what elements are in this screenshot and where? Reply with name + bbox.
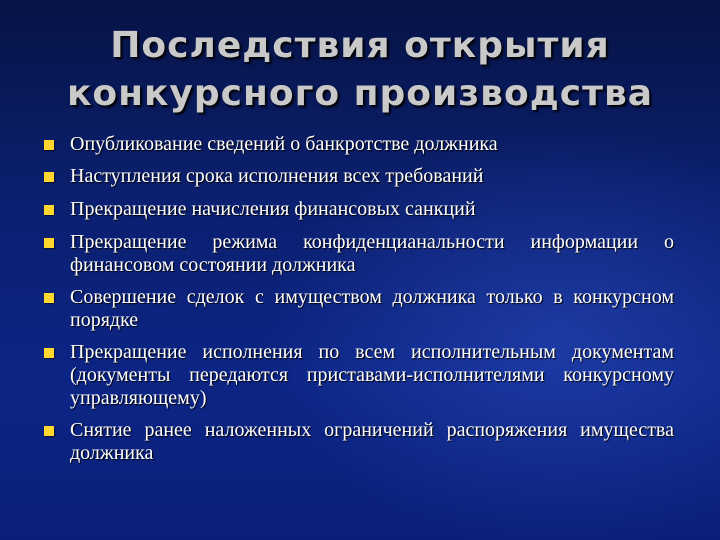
slide-title xyxy=(20,22,700,118)
bullet-item xyxy=(44,198,674,221)
square-bullet-icon xyxy=(44,172,54,182)
bullet-text: Снятие ранее наложенных ограничений распоряжения имущества должника xyxy=(70,419,674,464)
square-bullet-icon xyxy=(44,238,54,248)
bullet-list xyxy=(44,133,674,474)
square-bullet-icon xyxy=(44,293,54,303)
bullet-text: Наступления срока исполнения всех требований xyxy=(70,165,484,187)
bullet-item xyxy=(44,231,674,277)
square-bullet-icon xyxy=(44,205,54,215)
title-line-2: конкурсного производства xyxy=(66,73,654,114)
square-bullet-icon xyxy=(44,348,54,358)
bullet-text: Совершение сделок с имуществом должника только в конкурсном порядке xyxy=(70,286,674,331)
bullet-item xyxy=(44,165,674,188)
bullet-item xyxy=(44,419,674,465)
bullet-text: Прекращение режима конфиденцианальности информации о финансовом состоянии должника xyxy=(70,231,674,276)
bullet-item xyxy=(44,341,674,410)
square-bullet-icon xyxy=(44,426,54,436)
bullet-text: Опубликование сведений о банкротстве должника xyxy=(70,133,498,155)
bullet-item xyxy=(44,133,674,156)
square-bullet-icon xyxy=(44,140,54,150)
bullet-item xyxy=(44,286,674,332)
bullet-text: Прекращение исполнения по всем исполнительным документам (документы передаются приставами-исполнителями конкурсному управляющему) xyxy=(70,341,674,409)
bullet-text: Прекращение начисления финансовых санкций xyxy=(70,198,476,220)
title-line-1: Последствия открытия xyxy=(110,25,610,66)
